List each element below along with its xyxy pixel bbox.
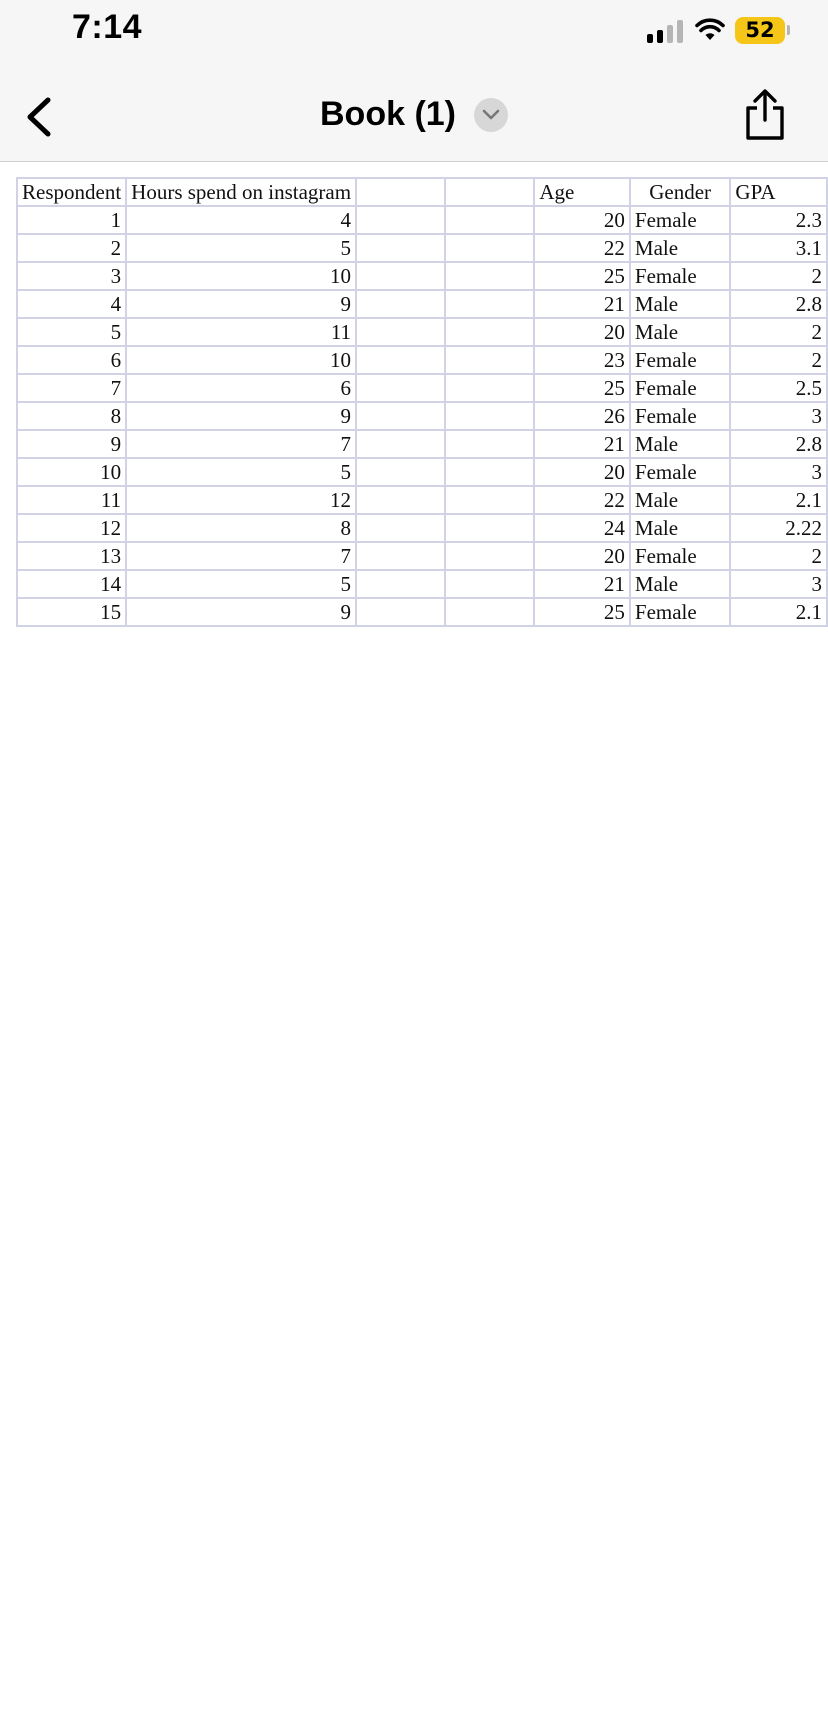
cell-respondent[interactable]: 11 (17, 486, 126, 514)
spreadsheet-table (16, 177, 828, 627)
empty-cell[interactable] (356, 598, 445, 626)
table-row (17, 570, 827, 598)
cell-age[interactable]: 25 (534, 598, 630, 626)
empty-cell[interactable] (356, 430, 445, 458)
empty-cell[interactable] (356, 402, 445, 430)
empty-cell[interactable] (445, 570, 534, 598)
cell-age[interactable]: 26 (534, 402, 630, 430)
empty-cell[interactable] (356, 542, 445, 570)
navigation-bar (0, 0, 828, 162)
cell-age[interactable]: 21 (534, 430, 630, 458)
table-row (17, 514, 827, 542)
chevron-down-icon[interactable] (474, 98, 508, 132)
cell-hours[interactable]: 6 (126, 374, 356, 402)
cell-gpa[interactable]: 2 (730, 346, 827, 374)
cell-respondent[interactable]: 10 (17, 458, 126, 486)
cell-gpa[interactable]: 2.3 (730, 206, 827, 234)
empty-cell[interactable] (445, 402, 534, 430)
table-row (17, 318, 827, 346)
cell-age[interactable]: 22 (534, 234, 630, 262)
cell-hours[interactable]: 10 (126, 346, 356, 374)
cell-hours[interactable]: 12 (126, 486, 356, 514)
empty-cell[interactable] (445, 542, 534, 570)
cell-age[interactable]: 25 (534, 374, 630, 402)
cell-gender[interactable]: Female (630, 262, 731, 290)
cell-age[interactable]: 24 (534, 514, 630, 542)
empty-cell[interactable] (356, 486, 445, 514)
cell-respondent[interactable]: 2 (17, 234, 126, 262)
table-row (17, 346, 827, 374)
empty-cell[interactable] (356, 346, 445, 374)
cell-hours[interactable]: 7 (126, 430, 356, 458)
document-title[interactable]: Book (1) (320, 95, 456, 133)
empty-cell[interactable] (445, 346, 534, 374)
table-row (17, 598, 827, 626)
cell-respondent[interactable]: 6 (17, 346, 126, 374)
cell-gender[interactable]: Female (630, 402, 731, 430)
battery-icon (735, 17, 785, 44)
empty-cell[interactable] (356, 514, 445, 542)
cell-gender[interactable]: Male (630, 486, 731, 514)
table-row (17, 234, 827, 262)
table-row (17, 402, 827, 430)
cell-hours[interactable]: 9 (126, 290, 356, 318)
empty-cell[interactable] (356, 234, 445, 262)
battery-level: 52 (745, 18, 775, 42)
status-time: 7:14 (72, 8, 143, 46)
cell-gender[interactable]: Female (630, 346, 731, 374)
cell-gender[interactable]: Female (630, 374, 731, 402)
battery-tip (787, 25, 790, 35)
cell-respondent[interactable]: 7 (17, 374, 126, 402)
cell-gpa[interactable]: 2 (730, 318, 827, 346)
empty-cell[interactable] (445, 206, 534, 234)
cellular-signal-icon (647, 17, 683, 43)
empty-cell[interactable] (445, 234, 534, 262)
cell-gender[interactable]: Male (630, 570, 731, 598)
cell-gender[interactable]: Male (630, 290, 731, 318)
wifi-icon (695, 18, 725, 42)
cell-respondent[interactable]: 4 (17, 290, 126, 318)
cell-respondent[interactable]: 3 (17, 262, 126, 290)
cell-hours[interactable]: 11 (126, 318, 356, 346)
share-icon[interactable] (742, 88, 788, 142)
header-gender[interactable]: Gender (630, 178, 731, 206)
cell-gpa[interactable]: 3 (730, 402, 827, 430)
empty-cell[interactable] (445, 458, 534, 486)
cell-hours[interactable]: 5 (126, 570, 356, 598)
empty-cell[interactable] (356, 290, 445, 318)
cell-gpa[interactable]: 2.22 (730, 514, 827, 542)
cell-gpa[interactable]: 2 (730, 542, 827, 570)
header-hours[interactable]: Hours spend on instagram (126, 178, 356, 206)
cell-hours[interactable]: 4 (126, 206, 356, 234)
table-row (17, 542, 827, 570)
cell-age[interactable]: 21 (534, 290, 630, 318)
empty-cell[interactable] (356, 206, 445, 234)
cell-gender[interactable]: Female (630, 598, 731, 626)
table-row (17, 430, 827, 458)
cell-gpa[interactable]: 2.5 (730, 374, 827, 402)
cell-respondent[interactable]: 12 (17, 514, 126, 542)
empty-cell[interactable] (445, 374, 534, 402)
table-row (17, 458, 827, 486)
cell-gender[interactable]: Female (630, 458, 731, 486)
cell-gpa[interactable]: 3.1 (730, 234, 827, 262)
cell-gpa[interactable]: 2.1 (730, 598, 827, 626)
header-row (17, 178, 827, 206)
empty-cell[interactable] (445, 178, 534, 206)
cell-hours[interactable]: 9 (126, 402, 356, 430)
cell-age[interactable]: 23 (534, 346, 630, 374)
empty-cell[interactable] (356, 318, 445, 346)
cell-hours[interactable]: 5 (126, 458, 356, 486)
empty-cell[interactable] (445, 486, 534, 514)
document-title-group[interactable] (0, 95, 828, 134)
cell-hours[interactable]: 7 (126, 542, 356, 570)
cell-age[interactable]: 20 (534, 458, 630, 486)
table-row (17, 374, 827, 402)
cell-respondent[interactable]: 8 (17, 402, 126, 430)
empty-cell[interactable] (356, 570, 445, 598)
cell-gender[interactable]: Female (630, 542, 731, 570)
empty-cell[interactable] (445, 318, 534, 346)
cell-age[interactable]: 20 (534, 318, 630, 346)
table-row (17, 206, 827, 234)
empty-cell[interactable] (356, 374, 445, 402)
cell-respondent[interactable]: 14 (17, 570, 126, 598)
cell-age[interactable]: 21 (534, 570, 630, 598)
empty-cell[interactable] (445, 262, 534, 290)
cell-hours[interactable]: 9 (126, 598, 356, 626)
cell-age[interactable]: 22 (534, 486, 630, 514)
table-row (17, 486, 827, 514)
empty-cell[interactable] (445, 598, 534, 626)
empty-cell[interactable] (356, 262, 445, 290)
cell-age[interactable]: 20 (534, 206, 630, 234)
header-age[interactable]: Age (534, 178, 630, 206)
cell-gpa[interactable]: 2.8 (730, 290, 827, 318)
cell-gender[interactable]: Male (630, 514, 731, 542)
cell-hours[interactable]: 8 (126, 514, 356, 542)
cell-age[interactable]: 20 (534, 542, 630, 570)
cell-respondent[interactable]: 1 (17, 206, 126, 234)
cell-gpa[interactable]: 2.1 (730, 486, 827, 514)
empty-cell[interactable] (356, 178, 445, 206)
cell-age[interactable]: 25 (534, 262, 630, 290)
empty-cell[interactable] (356, 458, 445, 486)
empty-cell[interactable] (445, 514, 534, 542)
cell-gender[interactable]: Male (630, 234, 731, 262)
cell-gpa[interactable]: 3 (730, 570, 827, 598)
cell-gender[interactable]: Male (630, 430, 731, 458)
cell-hours[interactable]: 10 (126, 262, 356, 290)
header-gpa[interactable]: GPA (730, 178, 827, 206)
header-respondent[interactable]: Respondent (17, 178, 126, 206)
table-row (17, 262, 827, 290)
cell-gpa[interactable]: 2.8 (730, 430, 827, 458)
cell-gpa[interactable]: 3 (730, 458, 827, 486)
empty-cell[interactable] (445, 290, 534, 318)
cell-hours[interactable]: 5 (126, 234, 356, 262)
cell-gender[interactable]: Male (630, 318, 731, 346)
cell-respondent[interactable]: 13 (17, 542, 126, 570)
cell-respondent[interactable]: 9 (17, 430, 126, 458)
table-row (17, 290, 827, 318)
cell-gender[interactable]: Female (630, 206, 731, 234)
cell-respondent[interactable]: 5 (17, 318, 126, 346)
status-icons (647, 12, 790, 48)
cell-respondent[interactable]: 15 (17, 598, 126, 626)
cell-gpa[interactable]: 2 (730, 262, 827, 290)
empty-cell[interactable] (445, 430, 534, 458)
